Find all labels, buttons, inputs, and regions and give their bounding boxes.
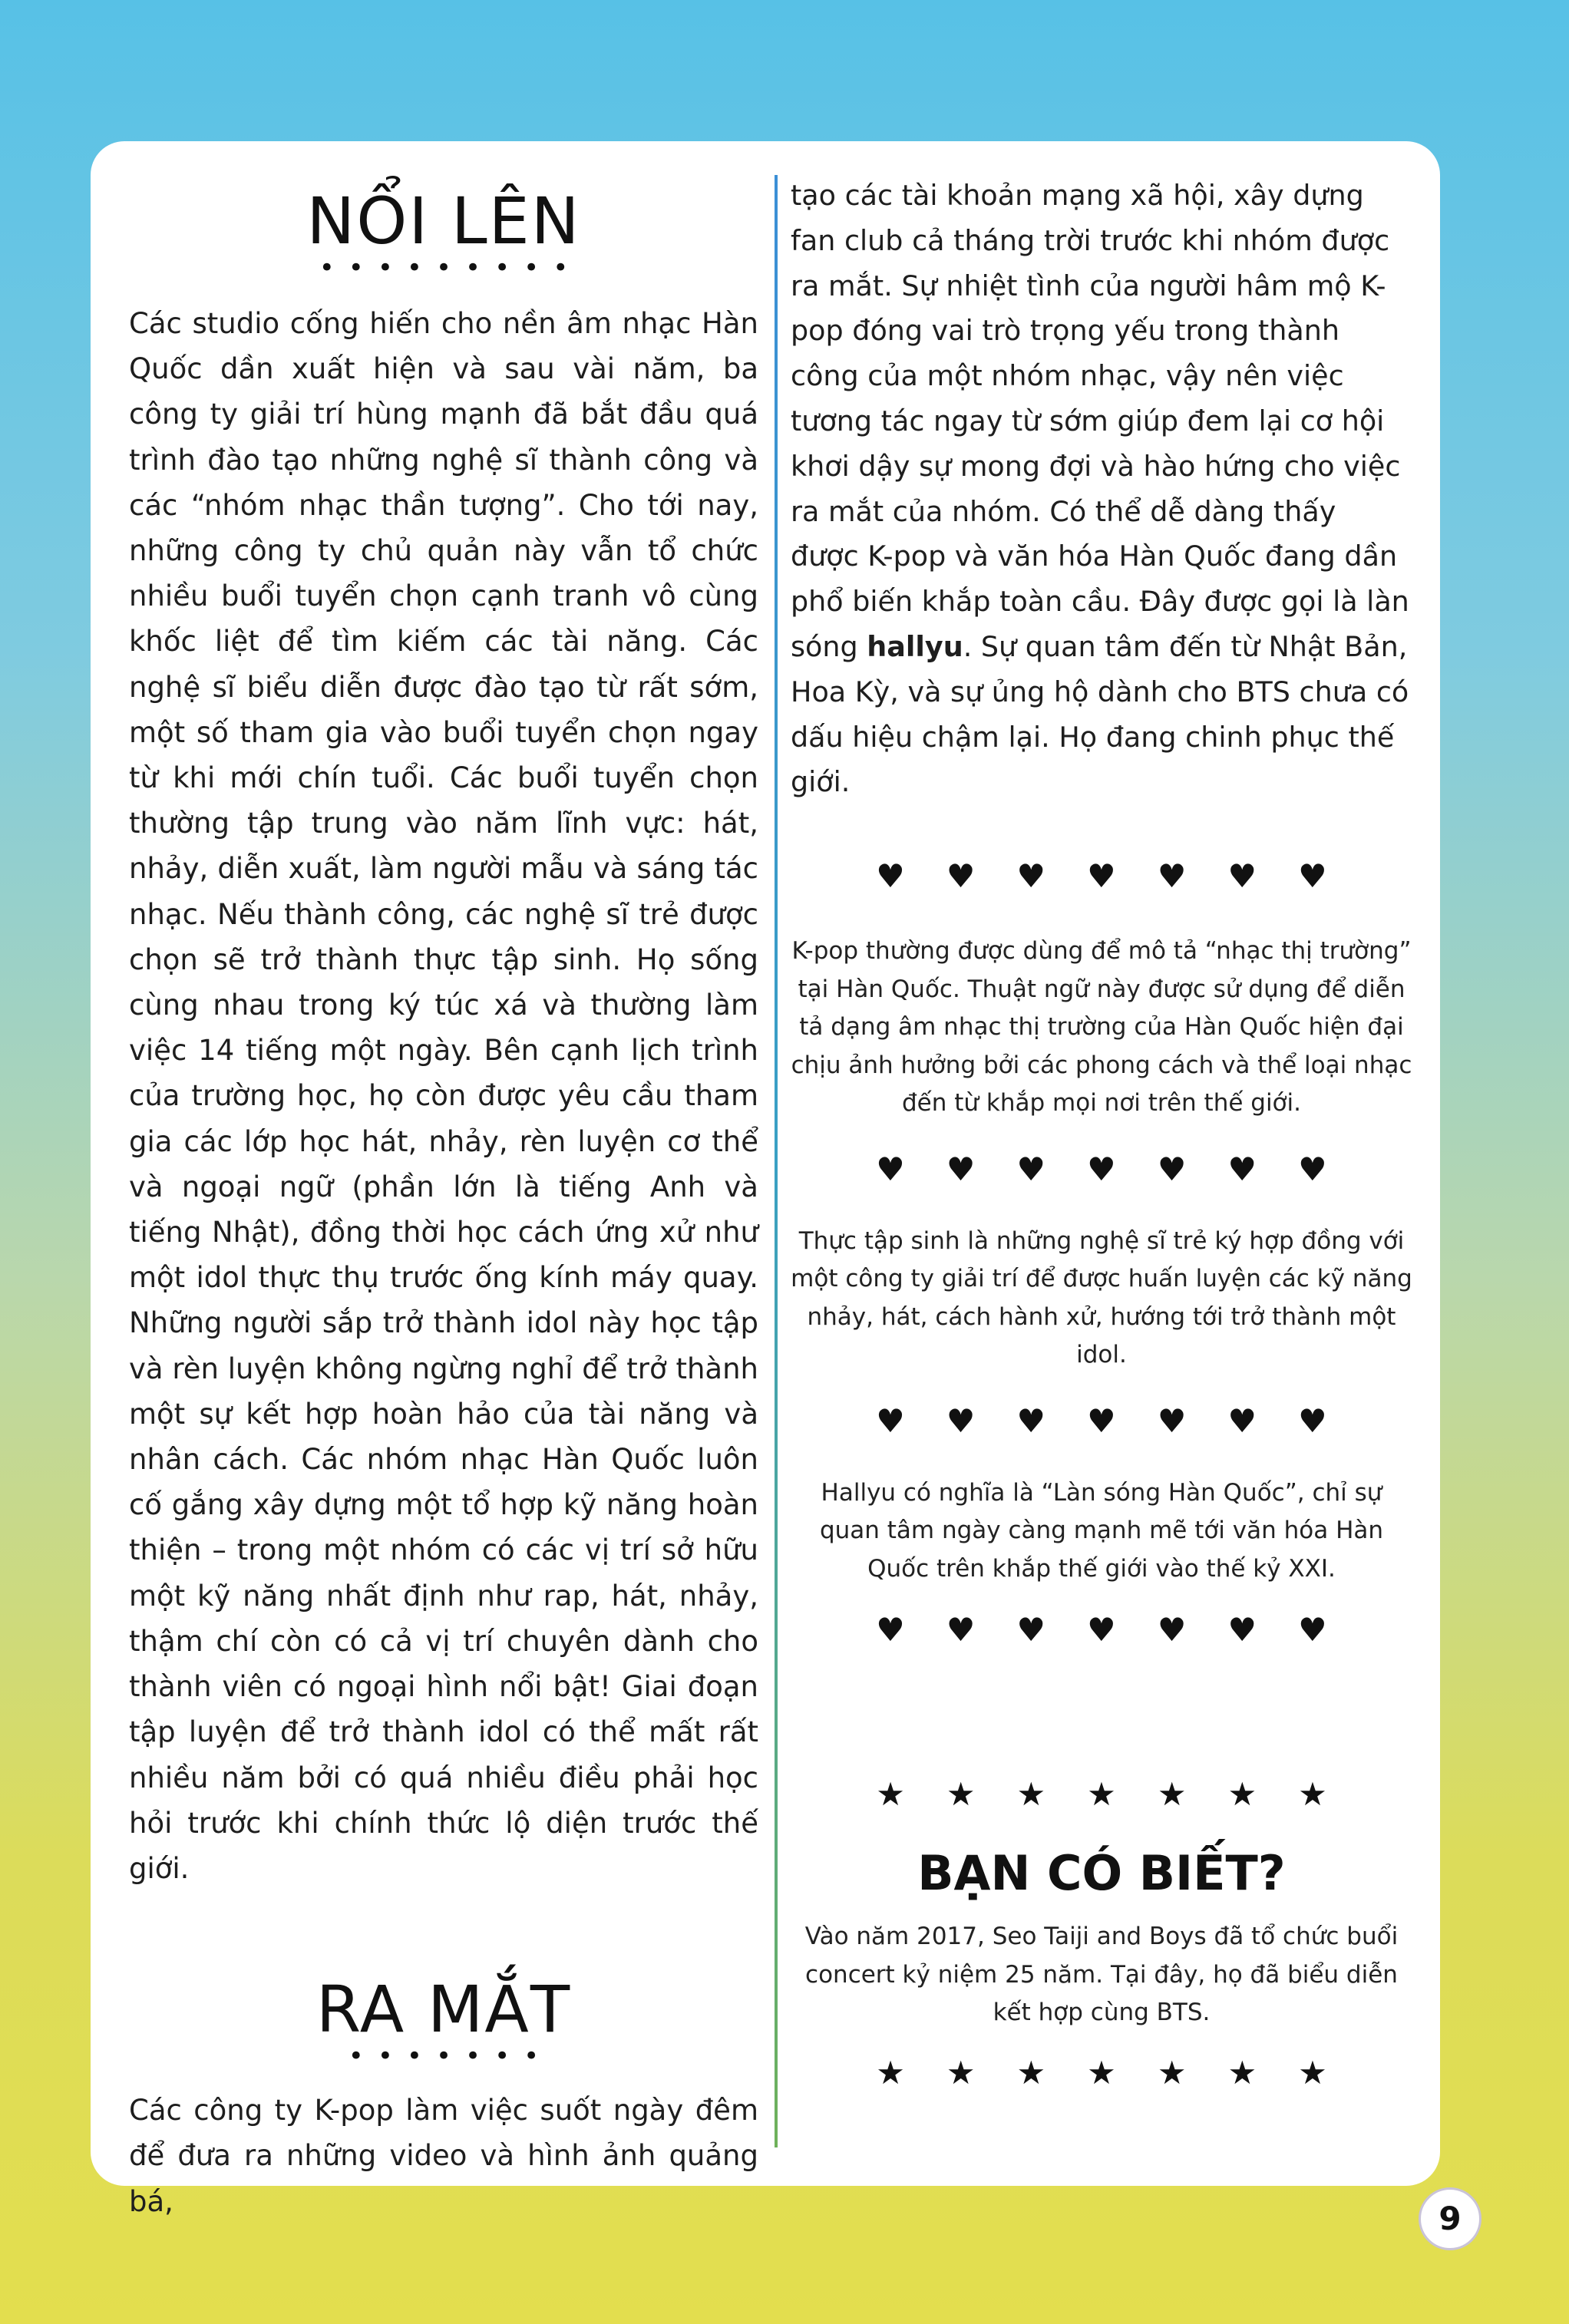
section-title-noi-len: NỔI LÊN [306,183,581,259]
fact-note-trainee: Thực tập sinh là những nghệ sĩ trẻ ký hợp đồng với một công ty giải trí để được huấn luyện các kỹ năng nhảy, hát, cách hành xử, hướng tới trở thành một idol. [791,1226,1412,1369]
did-you-know-body: Vào năm 2017, Seo Taiji and Boys đã tổ chức buổi concert kỷ niệm 25 năm. Tại đây, họ đã biểu diễn kết hợp cùng BTS. [804,1923,1399,2027]
star-divider-icon: ★★★★★★★ [876,2053,1369,2091]
star-divider-icon: ★★★★★★★ [876,1775,1369,1814]
title-dots: ••••••••• [319,253,583,283]
section-body-noi-len: Các studio cống hiến cho nền âm nhạc Hàn Quốc dần xuất hiện và sau vài năm, ba công ty giải trí hùng mạnh đã bắt đầu quá trình đào tạo những nghệ sĩ thành công và các “nhóm nhạc thần tượng”. Cho tới nay, những công ty chủ quản này vẫn tổ chức nhiều buổi tuyển chọn cạnh tranh vô cùng khốc liệt để tìm kiếm các tài năng. Các nghệ sĩ biểu diễn được đào tạo từ rất sớm, một số tham gia vào buổi tuyển chọn ngay từ khi mới chín tuổi. Các buổi tuyển chọn thường tập trung vào năm lĩnh vực: hát, nhảy, diễn xuất, làm người mẫu và sáng tác nhạc. Nếu thành công, các nghệ sĩ trẻ được chọn sẽ trở thành thực tập sinh. Họ sống cùng nhau trong ký túc xá và thường làm việc 14 tiếng một ngày. Bên cạnh lịch trình của trường học, họ còn được yêu cầu tham gia các lớp học hát, nhảy, rèn luyện cơ thể và ngoại ngữ (phần lớn là tiếng Anh và tiếng Nhật), đồng thời học cách ứng xử như một idol thực thụ trước ống kính máy quay. Những người sắp trở thành idol này học tập và rèn luyện không ngừng nghỉ để trở thành một sự kết hợp hoàn hảo của tài năng và nhân cách. Các nhóm nhạc Hàn Quốc luôn cố gắng xây dựng một tổ hợp kỹ năng hoàn thiện – trong một nhóm có các vị trí sở hữu một kỹ năng nhất định như rap, hát, nhảy, thậm chí còn có cả vị trí chuyên dành cho thành viên có ngoại hình nổi bật! Giai đoạn tập luyện để trở thành idol có thể mất rất nhiều năm bởi có quá nhiều điều phải học hỏi trước khi chính thức lộ diện trước thế giới. [129,307,758,1885]
fact-note-hallyu: Hallyu có nghĩa là “Làn sóng Hàn Quốc”, chỉ sự quan tâm ngày càng mạnh mẽ tới văn hóa Hàn Quốc trên khắp thế giới vào thế kỷ XXI. [819,1478,1384,1583]
left-column [129,178,758,2224]
heart-divider-icon: ♥♥♥♥♥♥♥ [876,1150,1369,1188]
did-you-know-title: BẠN CÓ BIẾT? [917,1845,1286,1902]
heart-divider-icon: ♥♥♥♥♥♥♥ [876,857,1369,896]
page-number: 9 [1419,2187,1481,2250]
keyword-hallyu: hallyu [867,629,963,663]
title-dots: ••••••• [348,2041,553,2072]
column-divider [775,175,778,2147]
heart-divider-icon: ♥♥♥♥♥♥♥ [876,1611,1369,1649]
section-body-ra-mat: Các công ty K-pop làm việc suốt ngày đêm để đưa ra những video và hình ảnh quảng bá, [129,2094,758,2218]
section-title-ra-mat: RA MẮT [315,1972,572,2048]
fact-note-kpop: K-pop thường được dùng để mô tả “nhạc thị trường” tại Hàn Quốc. Thuật ngữ này được sử dụng để diễn tả dạng âm nhạc thị trường của Hàn Quốc hiện đại chịu ảnh hưởng bởi các phong cách và thể loại nhạc đến từ khắp mọi nơi trên thế giới. [791,937,1412,1117]
heart-divider-icon: ♥♥♥♥♥♥♥ [876,1401,1369,1440]
section-body-continued: tạo các tài khoản mạng xã hội, xây dựng fan club cả tháng trời trước khi nhóm được ra mắt. Sự nhiệt tình của người hâm mộ K-pop đóng vai trò trọng yếu trong thành công của một nhóm nhạc, vậy nên việc tương tác ngay từ sớm giúp đem lại cơ hội khơi dậy sự mong đợi và hào hứng cho việc ra mắt của nhóm. Có thể dễ dàng thấy được K-pop và văn hóa Hàn Quốc đang dần phổ biến khắp toàn cầu. Đây được gọi là làn sóng hallyu. Sự quan tâm đến từ Nhật Bản, Hoa Kỳ, và sự ủng hộ dành cho BTS chưa có dấu hiệu chậm lại. Họ đang chinh phục thế giới. [791,179,1409,799]
right-column [791,173,1412,2092]
